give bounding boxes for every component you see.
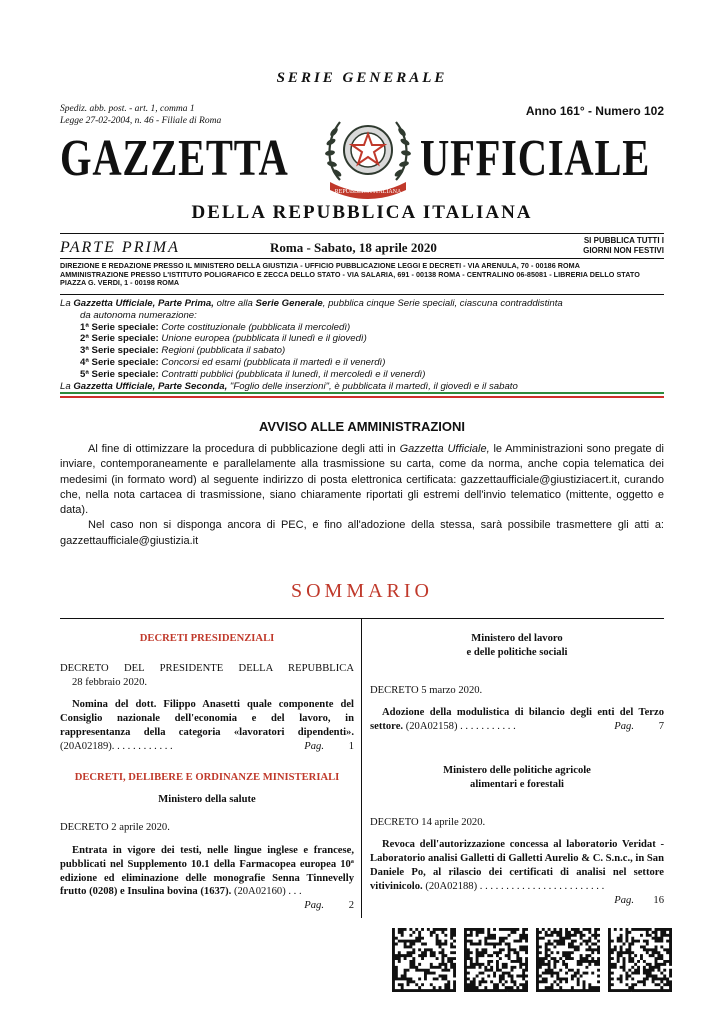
decree-code: (20A02158) . . . . . . . . . . . (405, 721, 516, 733)
decree-heading: DECRETO 5 marzo 2020. (370, 684, 483, 696)
decree-title: Revoca dell'autorizzazione concessa al laboratorio Veridat - Laboratorio analisi Galletti di Galletti Aurelio & C. S.n.c., in San Daniele Po, al rilascio dei certificati di analisi nel settore vitivinicolo. (370, 839, 664, 892)
emblem-ribbon-text: REPUBBLICA ITALIANA (334, 189, 402, 195)
parte-prima: PARTE PRIMA (60, 239, 180, 256)
title-gazzetta: GAZZETTA (60, 130, 289, 187)
page-label: Pag. (304, 900, 324, 912)
emblem-icon (320, 110, 416, 202)
decree-heading: DECRETO 2 aprile 2020. (60, 822, 170, 834)
issue-date: Roma - Sabato, 18 aprile 2020 (270, 240, 437, 255)
decree-heading: DECRETO 14 aprile 2020. (370, 816, 486, 828)
avviso-paragraph: Al fine di ottimizzare la procedura di pubblicazione degli atti in Gazzetta Ufficiale, le Amministrazioni sono pregate di inviare, contemporaneamente e parallelamente alla trasmissione su carta, come da norma, anche copia telematica dei medesimi (in formato word) al seguente indirizzo di posta elettronica certificata: gazzettaufficiale@giustiziacert.it, curando che, nella nota cartacea di trasmissione, siano chiaramente riportati gli estremi dell'invio telematico (mittente, oggetto e data). (60, 443, 664, 517)
sommario-title: SOMMARIO (290, 580, 434, 602)
datamatrix-block (464, 928, 528, 992)
column-separator (361, 618, 362, 918)
serie-speciali-info: La Gazzetta Ufficiale, Parte Prima, oltre alla Serie Generale, pubblica cinque Serie speciali, ciascuna contraddistinta da autonoma numerazione: 1ª Serie speciale: Corte costituzionale (pubblicata il mercoledì) 2ª Serie speciale: Unione europea (pubblicata il lunedì e il giovedì) 3ª Serie speciale: Regioni (pubblicata il sabato) 4ª Serie speciale: Concorsi ed esami (pubblicata il martedì e il venerdì) 5ª Serie speciale: Contratti pubblici (pubblicata il lunedì, il mercoledì e il venerdì) La Gazzetta Ufficiale, Parte Seconda, "Foglio delle inserzioni", è pubblicata il martedì, il giovedì e il sabato (60, 298, 664, 392)
direzione-line: AMMINISTRAZIONE PRESSO L'ISTITUTO POLIGRAFICO E ZECCA DELLO STATO - VIA SALARIA, 691 - 00138 ROMA - CENTRALINO 06-85081 - LIBRERIA DELLO STATO (60, 269, 640, 279)
frequency-line: SI PUBBLICA TUTTI I (583, 236, 664, 245)
divider (60, 258, 664, 259)
direzione-line: PIAZZA G. VERDI, 1 - 00198 ROMA (60, 278, 180, 288)
stripe-red (60, 396, 664, 398)
decree-entry (370, 816, 664, 906)
section-heading: DECRETI, DELIBERE E ORDINANZE MINISTERIALI (74, 771, 340, 783)
section-heading: DECRETI PRESIDENZIALI (139, 633, 275, 644)
page-number: 7 (658, 721, 664, 733)
serie-generale: SERIE GENERALE (276, 70, 448, 86)
divider (60, 233, 664, 234)
spedizione-line: Spediz. abb. post. - art. 1, comma 1 (60, 104, 195, 114)
decree-date: 28 febbraio 2020. (72, 676, 148, 688)
avviso-paragraph: Nel caso non si disponga ancora di PEC, e fino all'adozione della stessa, sarà possibile trasmettere gli atti a: gazzettaufficiale@giustizia.it (60, 519, 664, 547)
ministry-heading: e delle politiche sociali (466, 646, 568, 658)
intro-line: da autonoma numerazione: (80, 309, 197, 321)
serie-generale-name: Serie Generale (255, 298, 323, 309)
direzione-info (60, 262, 664, 288)
page-label: Pag. (614, 721, 634, 733)
avviso-title: AVVISO ALLE AMMINISTRAZIONI (258, 419, 466, 434)
datamatrix-block (608, 928, 672, 992)
page-number: 1 (348, 740, 354, 752)
sommario-left-column (60, 632, 354, 913)
page-label: Pag. (614, 894, 634, 906)
decree-code: (20A02188) . . . . . . . . . . . . . . . . . . . . . . . . (425, 880, 605, 892)
subtitle-repubblica: DELLA REPUBBLICA ITALIANA (191, 202, 533, 223)
spedizione-line: Legge 27-02-2004, n. 46 - Filiale di Roma (60, 115, 222, 126)
decree-entry (60, 662, 354, 754)
decree-code: (20A02160) . . . (233, 886, 302, 898)
decree-title: Adozione della modulistica di bilancio degli enti del Terzo settore. (370, 707, 664, 733)
divider (60, 618, 664, 619)
ministry-heading: Ministero della salute (158, 794, 256, 806)
parte-seconda-name: Gazzetta Ufficiale, Parte Seconda, (73, 380, 228, 392)
decree-entry (370, 684, 664, 734)
page-label: Pag. (304, 740, 324, 752)
ministry-heading: alimentari e forestali (470, 778, 564, 790)
publication-frequency (574, 236, 664, 256)
decree-title: Entrata in vigore dei testi, nelle lingue inglese e francese, pubblicati nel Supplemento 10.1 della Farmacopea europea 10ª edizione ed eliminazione delle monografie Senna Tinnevelly frutto (0208) e Insulina bovina (1637). (60, 844, 354, 898)
ministry-heading: Ministero delle politiche agricole (443, 764, 591, 776)
serie-item: 5ª Serie speciale: Contratti pubblici (pubblicata il lunedì, il mercoledì e il venerdì) (80, 368, 426, 380)
decree-code: (20A02189). . . . . . . . . . . . (60, 740, 173, 752)
serie-item: 3ª Serie speciale: Regioni (pubblicata il sabato) (80, 345, 286, 357)
title-ufficiale: UFFICIALE (420, 130, 651, 187)
datamatrix-block (392, 928, 456, 992)
decree-entry (60, 821, 354, 912)
flag-stripes (60, 392, 664, 398)
page-number: 16 (653, 894, 664, 906)
direzione-line: DIREZIONE E REDAZIONE PRESSO IL MINISTERO DELLA GIUSTIZIA - UFFICIO PUBBLICAZIONE LEGGI E DECRETI - VIA ARENULA, 70 - 00186 ROMA (60, 261, 580, 270)
serie-item: 1ª Serie speciale: Corte costituzionale (pubblicata il mercoledì) (80, 321, 351, 333)
decree-heading: DECRETO DEL PRESIDENTE DELLA REPUBBLICA (60, 662, 354, 674)
serie-item: 2ª Serie speciale: Unione europea (pubblicata il lunedì e il giovedì) (80, 333, 367, 345)
decree-title: Nomina del dott. Filippo Anasetti quale componente del Consiglio nazionale dell'economia e del lavoro, in rappresentanza della categoria «lavoratori dipendenti». (60, 699, 354, 738)
ministry-heading: Ministero del lavoro (471, 633, 563, 644)
gazzetta-name: Gazzetta Ufficiale, Parte Prima, (73, 298, 214, 309)
spedizione-info (60, 104, 221, 127)
serie-item: 4ª Serie speciale: Concorsi ed esami (pubblicata il martedì e il venerdì) (80, 356, 386, 368)
sommario-right-column (370, 632, 664, 907)
frequency-line: GIORNI NON FESTIVI (583, 246, 664, 255)
anno-numero: Anno 161° - Numero 102 (525, 104, 664, 118)
datamatrix-codes-icon (392, 928, 672, 998)
divider (60, 294, 664, 295)
avviso-body (60, 442, 664, 549)
page-number: 2 (348, 900, 354, 912)
datamatrix-block (536, 928, 600, 992)
